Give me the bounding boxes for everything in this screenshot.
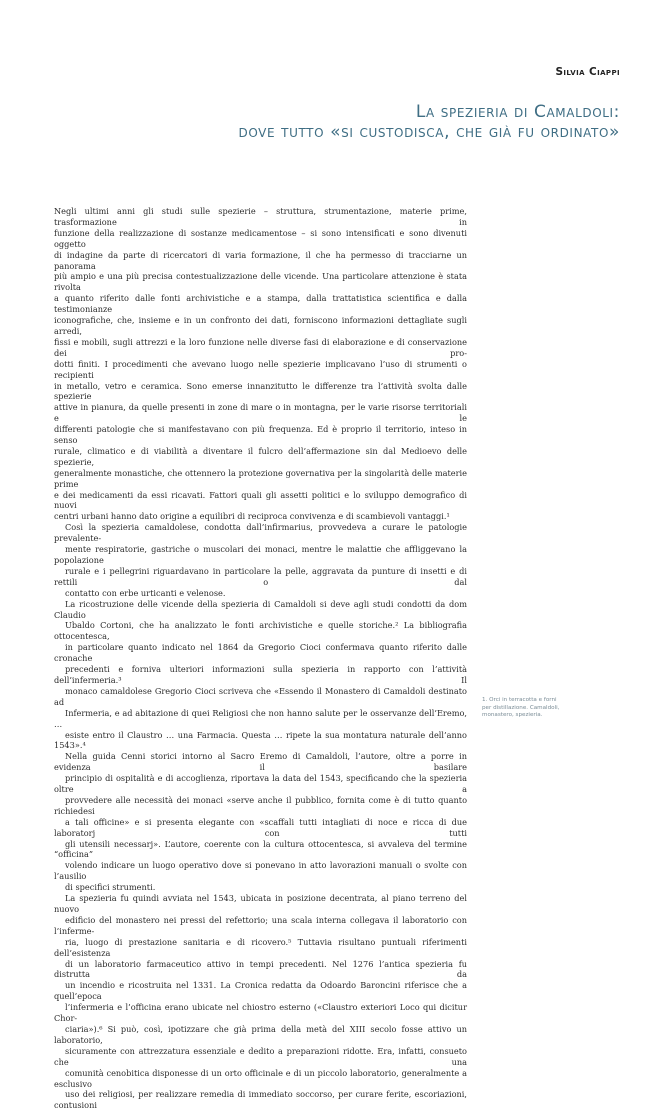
- text-line: l’infermeria e l’officina erano ubicate nel chiostro esterno («Claustro exteriori Loco qui dicitur Chor-: [54, 1002, 467, 1024]
- text-line: monaco camaldolese Gregorio Cioci scriveva che «Essendo il Monastero di Camaldoli destinato ad: [54, 685, 467, 707]
- paragraph: [54, 522, 467, 598]
- text-line: esiste entro il Claustro … una Farmacia. Questa … ripete la sua montatura naturale dell’anno 1543».⁴: [54, 729, 467, 751]
- caption-line: 1. Orci in terracotta e forni: [482, 697, 557, 703]
- text-line: volendo indicare un luogo operativo dove si ponevano in atto lavorazioni manuali o svolte con l’ausilio: [54, 860, 467, 882]
- title-line-2: dove tutto «si custodisca, che già fu ordinato»: [238, 122, 620, 142]
- text-line: Infermeria, e ad abitazione di quei Religiosi che non hanno salute per le osservanze dell’Eremo, …: [54, 707, 467, 729]
- paragraph: [54, 599, 467, 893]
- body-text: [54, 206, 467, 1111]
- title-line-1: La spezieria di Camaldoli:: [415, 102, 620, 122]
- text-line: fissi e mobili, sugli attrezzi e la loro funzione nelle diverse fasi di elaborazione e di conservazione dei pro-: [54, 336, 467, 358]
- text-line: mente respiratorie, gastriche o muscolari dei monaci, mentre le malattie che affliggevano la popolazione: [54, 544, 467, 565]
- text-line: La spezieria fu quindi avviata nel 1543, ubicata in posizione decentrata, al piano terreno del nuovo: [54, 893, 467, 914]
- text-line: gli utensili necessarj». L’autore, coerente con la cultura ottocentesca, si avvaleva del termine “officina”: [54, 838, 467, 860]
- text-line: sicuramente con attrezzatura essenziale e dedito a preparazioni ridotte. Era, infatti, consueto che una: [54, 1045, 467, 1067]
- text-line: Così la spezieria camaldolese, condotta dall’infirmarius, provvedeva a curare le patologie prevalente-: [54, 522, 467, 544]
- text-line: a quanto riferito dalle fonti archivistiche e a stampa, dalla trattatistica scientifica e dalla testimonianze: [54, 293, 467, 315]
- text-line: provvedere alle necessità dei monaci «serve anche il pubblico, fornita come è di tutto quanto richiedesi: [54, 794, 467, 816]
- text-line: Negli ultimi anni gli studi sulle spezierie – struttura, strumentazione, materie prime, trasformazione in: [54, 206, 467, 227]
- author-name: Silvia Ciappi: [555, 66, 620, 78]
- paragraph: [54, 206, 467, 522]
- text-line: principio di ospitalità e di accoglienza, riportava la data del 1543, specificando che la spezieria oltre a: [54, 773, 467, 795]
- text-line: dotti finiti. I procedimenti che avevano luogo nelle spezierie implicavano l’uso di strumenti o recipienti: [54, 358, 467, 380]
- text-line: in particolare quanto indicato nel 1864 da Gregorio Cioci confermava quanto riferito dalle cronache: [54, 642, 467, 664]
- text-line: a tali officine» e si presenta elegante con «scaffali tutti intagliati di noce e ricca di due laboratorj con tutti: [54, 816, 467, 838]
- text-line: un incendio e ricostruita nel 1331. La Cronica redatta da Odoardo Baroncini riferisce che a quell’epoca: [54, 980, 467, 1002]
- figure-caption: [482, 697, 612, 720]
- paragraph: [54, 893, 467, 1111]
- text-line: precedenti e forniva ulteriori informazioni sulla spezieria in rapporto con l’attività dell’infermeria.³ Il: [54, 664, 467, 685]
- text-line: contatto con erbe urticanti e velenose.: [65, 587, 226, 598]
- text-line: più ampio e una più precisa contestualizzazione delle vicende. Una particolare attenzione è stata rivolta: [54, 271, 467, 293]
- text-line: edificio del monastero nei pressi del refettorio; una scala interna collegava il laboratorio con l’inferme-: [54, 914, 467, 936]
- text-line: rurale, climatico e di viabilità a diventare il fulcro dell’affermazione sin dal Medioevo delle spezierie,: [54, 445, 467, 467]
- text-line: La ricostruzione delle vicende della spezieria di Camaldoli si deve agli studi condotti da dom Claudio: [54, 598, 467, 620]
- text-line: uso dei religiosi, per realizzare remedia di immediato soccorso, per curare ferite, escoriazioni, contusioni: [54, 1089, 467, 1111]
- article-title: [60, 102, 620, 142]
- text-line: ria, luogo di prestazione sanitaria e di ricovero.⁵ Tuttavia risultano puntuali riferimenti dell’esistenza: [54, 936, 467, 958]
- text-line: funzione della realizzazione di sostanze medicamentose – si sono intensificati e sono divenuti oggetto: [54, 227, 467, 249]
- text-line: ciaria»).⁶ Si può, così, ipotizzare che già prima della metà del XIII secolo fosse attivo un laboratorio,: [54, 1023, 467, 1045]
- text-line: differenti patologie che si manifestavano con più frequenza. Ed è proprio il territorio, inteso in senso: [54, 424, 467, 446]
- text-line: iconografiche, che, insieme e in un confronto dei dati, forniscono informazioni dettagliate sugli arredi,: [54, 315, 467, 336]
- text-line: rurale e i pellegrini riguardavano in particolare la pelle, aggravata da punture di insetti e di rettili o dal: [54, 565, 467, 587]
- text-line: di un laboratorio farmaceutico attivo in tempi precedenti. Nel 1276 l’antica spezieria fu distrutta da: [54, 958, 467, 980]
- caption-line: monastero, spezieria.: [482, 712, 543, 719]
- text-line: generalmente monastiche, che ottennero la protezione governativa per la singolarità delle materie prime: [54, 467, 467, 489]
- text-line: Ubaldo Cortoni, che ha analizzato le fonti archivistiche e quelle storiche.² La bibliografia ottocentesca,: [54, 620, 467, 642]
- caption-line: per distillazione. Camaldoli,: [482, 704, 560, 711]
- text-line: centri urbani hanno dato origine a equilibri di reciproca convivenza e di scambievoli vantaggi.¹: [54, 511, 450, 522]
- text-line: in metallo, vetro e ceramica. Sono emerse innanzitutto le differenze tra l’attività svolta dalle spezierie: [54, 380, 467, 402]
- text-line: di indagine da parte di ricercatori di varia formazione, il che ha permesso di tracciarne un panorama: [54, 249, 467, 271]
- text-line: attive in pianura, da quelle presenti in zone di mare o in montagna, per le varie risorse territoriali e le: [54, 402, 467, 424]
- text-line: Nella guida Cenni storici intorno al Sacro Eremo di Camaldoli, l’autore, oltre a porre in evidenza il basilare: [54, 751, 467, 773]
- text-line: comunità cenobitica disponesse di un orto officinale e di un piccolo laboratorio, generalmente a esclusivo: [54, 1067, 467, 1089]
- text-line: e dei medicamenti da essi ricavati. Fattori quali gli assetti politici e lo sviluppo demografico di nuovi: [54, 489, 467, 511]
- text-line: di specifici strumenti.: [65, 882, 156, 893]
